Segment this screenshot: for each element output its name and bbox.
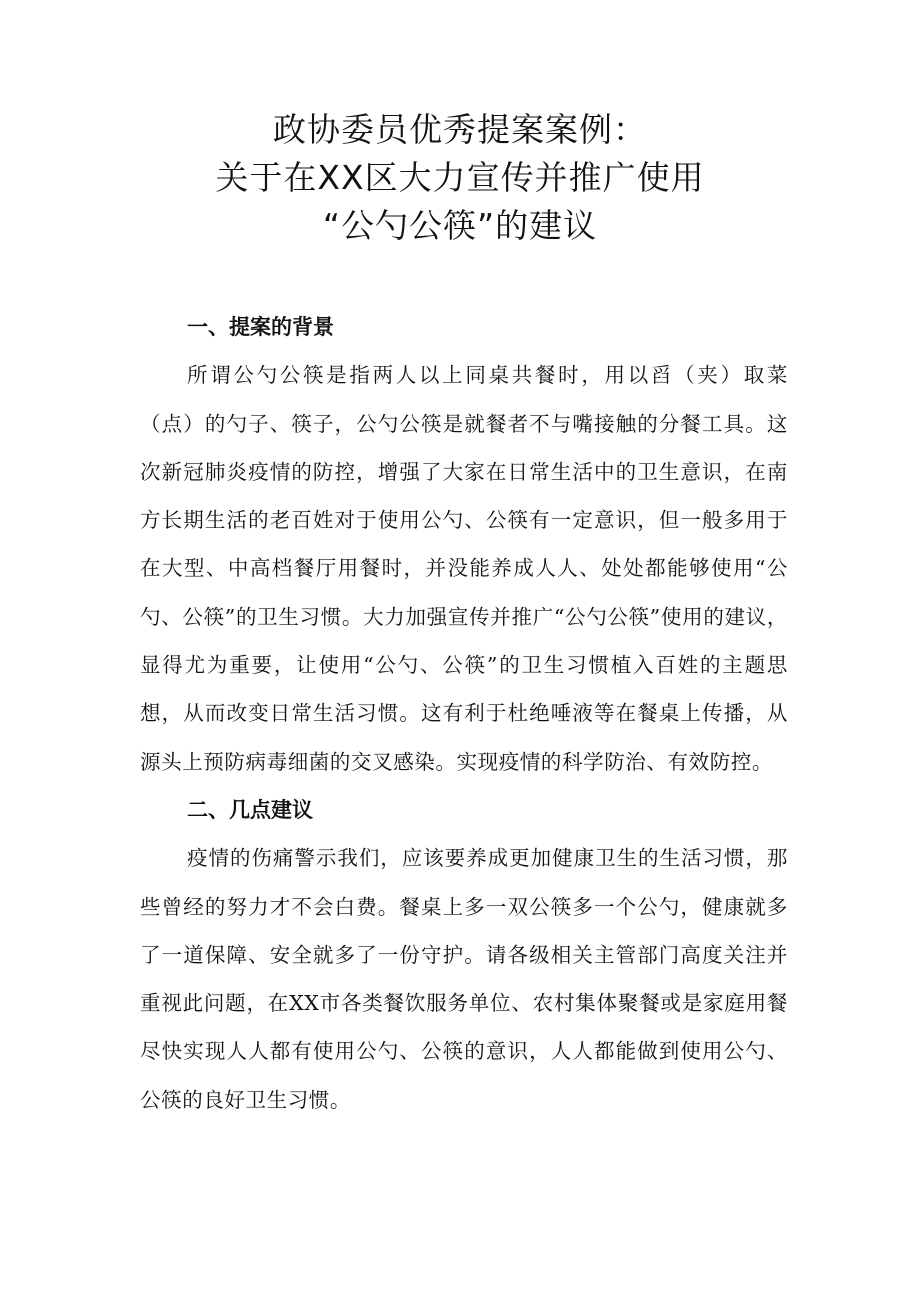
title-line-3: “公勺公筷”的建议 <box>322 206 598 245</box>
section-paragraph-suggestions: 疫情的伤痛警示我们，应该要养成更加健康卫生的生活习惯，那些曾经的努力才不会白费。餐桌上多一双公筷多一个公勺，健康就多了一道保障、安全就多了一份守护。请各级相关主管部门高度关注并重视此问题，在XX市各类餐饮服务单位、农村集体聚餐或是家庭用餐尽快实现人人都有使用公勺、公筷的意识，人人都能做到使用公勺、公筷的良好卫生习惯。 <box>140 846 788 1112</box>
section-heading-suggestions: 二、几点建议 <box>187 797 313 822</box>
section-heading-background: 一、提案的背景 <box>187 315 334 339</box>
document-title <box>0 106 920 250</box>
document-body <box>140 303 788 1124</box>
title-line-2: 关于在XX区大力宣传并推广使用 <box>215 158 705 197</box>
section-paragraph-background: 所谓公勺公筷是指两人以上同桌共餐时，用以舀（夹）取菜（点）的勺子、筷子，公勺公筷是就餐者不与嘴接触的分餐工具。这次新冠肺炎疫情的防控，增强了大家在日常生活中的卫生意识，在南方长期生活的老百姓对于使用公勺、公筷有一定意识，但一般多用于在大型、中高档餐厅用餐时，并没能养成人人、处处都能够使用“公勺、公筷”的卫生习惯。大力加强宣传并推广“公勺公筷”使用的建议，显得尤为重要，让使用“公勺、公筷”的卫生习惯植入百姓的主题思想，从而改变日常生活习惯。这有利于杜绝唾液等在餐桌上传播，从源头上预防病毒细菌的交叉感染。实现疫情的科学防治、有效防控。 <box>140 363 788 774</box>
title-line-1: 政协委员优秀提案案例： <box>273 110 647 149</box>
